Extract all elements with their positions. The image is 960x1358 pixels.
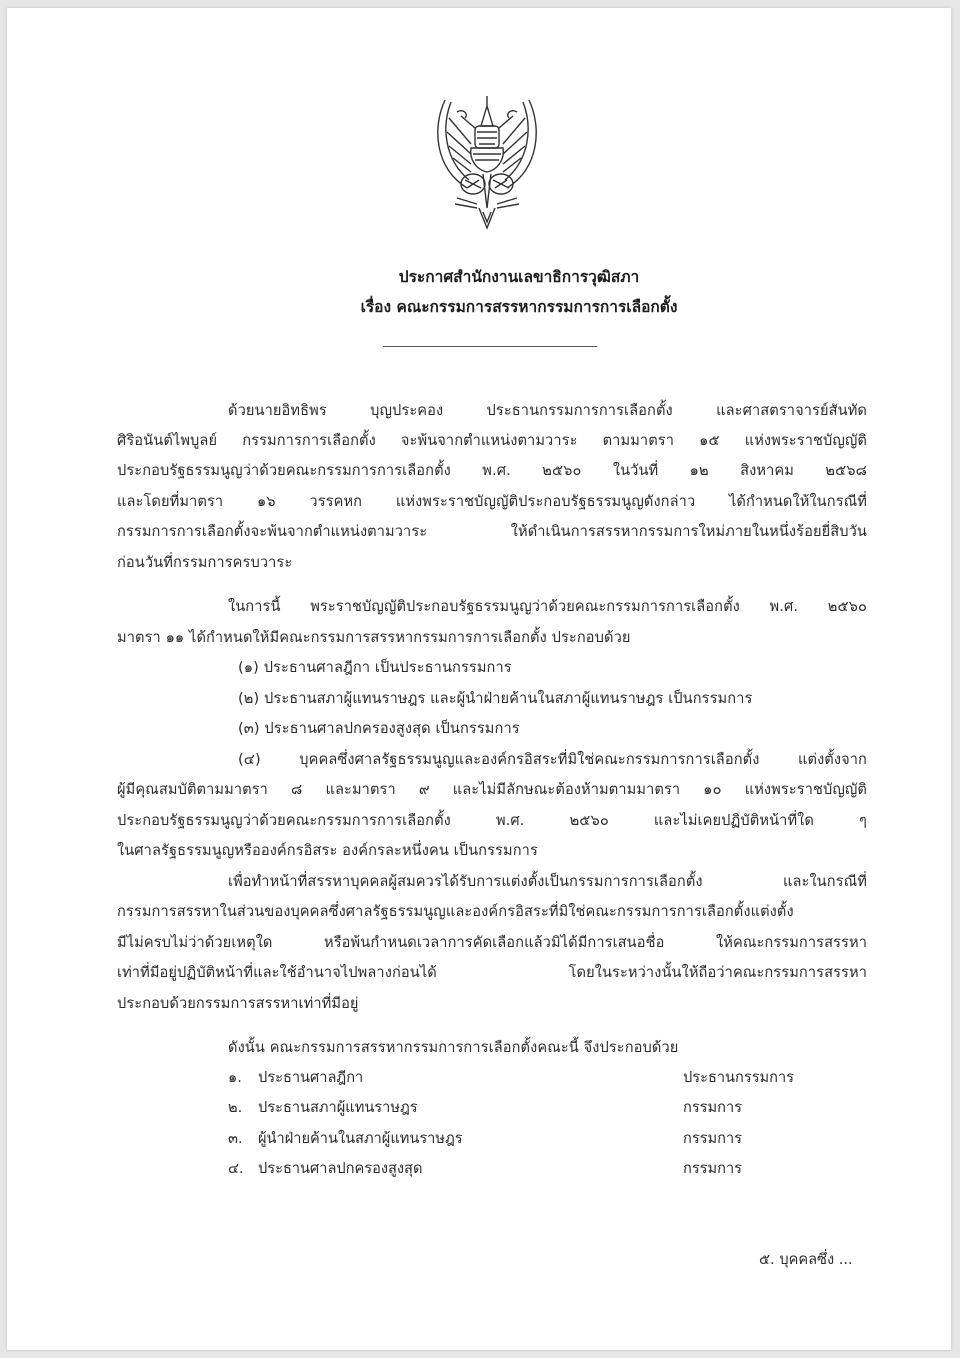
clause-4-continuation: ผู้มีคุณสมบัติตามมาตรา ๘ และมาตรา ๙ และไม่มีลักษณะต้องห้ามตามมาตรา ๑๐ แห่งพระราชบัญญัติ	[117, 781, 867, 798]
member-name: ประธานสภาผู้แทนราษฎร	[258, 1099, 418, 1116]
member-row	[228, 1159, 808, 1179]
announcement-subject: เรื่อง คณะกรรมการสรรหากรรมการการเลือกตั้ง	[360, 298, 678, 316]
member-name: ผู้นำฝ่ายค้านในสภาผู้แทนราษฎร	[258, 1130, 463, 1147]
member-row	[228, 1098, 808, 1118]
paragraph-1-line: และโดยที่มาตรา ๑๖ วรรคหก แห่งพระราชบัญญัติประกอบรัฐธรรมนูญดังกล่าว ได้กำหนดให้ในกรณีที่	[117, 493, 867, 510]
clause-1: (๑) ประธานศาลฎีกา เป็นประธานกรรมการ	[238, 659, 512, 676]
member-role: ประธานกรรมการ	[683, 1069, 795, 1086]
title-divider	[383, 346, 597, 347]
member-number: ๔.	[228, 1160, 244, 1177]
garuda-emblem-icon	[427, 88, 547, 238]
paragraph-3-line: เท่าที่มีอยู่ปฏิบัติหน้าที่และใช้อำนาจไปพลางก่อนได้ โดยในระหว่างนั้นให้ถือว่าคณะกรรมการสรรหา	[117, 964, 867, 981]
paragraph-1-line: ประกอบรัฐธรรมนูญว่าด้วยคณะกรรมการการเลือกตั้ง พ.ศ. ๒๕๖๐ ในวันที่ ๑๒ สิงหาคม ๒๕๖๘	[117, 462, 867, 479]
member-role: กรรมการ	[683, 1130, 743, 1147]
member-number: ๓.	[228, 1130, 243, 1147]
member-row	[228, 1129, 808, 1149]
member-number: ๑.	[228, 1069, 242, 1086]
announcement-title: ประกาศสำนักงานเลขาธิการวุฒิสภา	[398, 268, 640, 286]
member-role: กรรมการ	[683, 1160, 743, 1177]
page-continuation: ๕. บุคคลซึ่ง ...	[759, 1251, 853, 1268]
clause-2: (๒) ประธานสภาผู้แทนราษฎร และผู้นำฝ่ายค้านในสภาผู้แทนราษฎร เป็นกรรมการ	[238, 690, 753, 707]
clause-3: (๓) ประธานศาลปกครองสูงสุด เป็นกรรมการ	[238, 720, 520, 737]
paragraph-1-line: ศิริอนันต์ไพบูลย์ กรรมการการเลือกตั้ง จะพ้นจากตำแหน่งตามวาระ ตามมาตรา ๑๕ แห่งพระราชบัญญัติ	[117, 432, 867, 449]
clause-4-continuation: ประกอบรัฐธรรมนูญว่าด้วยคณะกรรมการการเลือกตั้ง พ.ศ. ๒๕๖๐ และไม่เคยปฏิบัติหน้าที่ใด ๆ	[117, 812, 867, 829]
clause-4-continuation: ในศาลรัฐธรรมนูญหรือองค์กรอิสระ องค์กรละหนึ่งคน เป็นกรรมการ	[117, 842, 538, 859]
paragraph-1-line: กรรมการการเลือกตั้งจะพ้นจากตำแหน่งตามวาระ ให้ดำเนินการสรรหากรรมการใหม่ภายในหนึ่งร้อยยี่สิบวัน	[117, 523, 867, 540]
paragraph-1-line: ก่อนวันที่กรรมการครบวาระ	[117, 554, 293, 571]
member-row	[228, 1068, 808, 1088]
paragraph-3-line: ประกอบด้วยกรรมการสรรหาเท่าที่มีอยู่	[117, 995, 359, 1012]
paragraph-3-line: มีไม่ครบไม่ว่าด้วยเหตุใด หรือพ้นกำหนดเวลาการคัดเลือกแล้วมิได้มีการเสนอชื่อ ให้คณะกรรมการสรรหา	[117, 934, 867, 951]
paragraph-1-line: ด้วยนายอิทธิพร บุญประคอง ประธานกรรมการการเลือกตั้ง และศาสตราจารย์สันทัด	[228, 402, 867, 419]
paragraph-3-line: กรรมการสรรหาในส่วนของบุคคลซึ่งศาลรัฐธรรมนูญและองค์กรอิสระที่มิใช่คณะกรรมการการเลือกตั้งแต่งตั้ง	[117, 903, 794, 920]
document-page	[7, 8, 951, 1350]
paragraph-2-line: ในการนี้ พระราชบัญญัติประกอบรัฐธรรมนูญว่าด้วยคณะกรรมการการเลือกตั้ง พ.ศ. ๒๕๖๐	[228, 598, 867, 615]
paragraph-3-line: เพื่อทำหน้าที่สรรหาบุคคลผู้สมควรได้รับการแต่งตั้งเป็นกรรมการการเลือกตั้ง และในกรณีที่	[228, 873, 867, 890]
clause-4: (๔) บุคคลซึ่งศาลรัฐธรรมนูญและองค์กรอิสระที่มิใช่คณะกรรมการการเลือกตั้ง แต่งตั้งจาก	[238, 751, 867, 768]
paragraph-2-line: มาตรา ๑๑ ได้กำหนดให้มีคณะกรรมการสรรหากรรมการการเลือกตั้ง ประกอบด้วย	[117, 629, 631, 646]
summary-intro: ดังนั้น คณะกรรมการสรรหากรรมการการเลือกตั้งคณะนี้ จึงประกอบด้วย	[228, 1039, 679, 1056]
member-name: ประธานศาลฎีกา	[258, 1069, 364, 1086]
member-name: ประธานศาลปกครองสูงสุด	[258, 1160, 423, 1177]
member-number: ๒.	[228, 1099, 243, 1116]
member-role: กรรมการ	[683, 1099, 743, 1116]
